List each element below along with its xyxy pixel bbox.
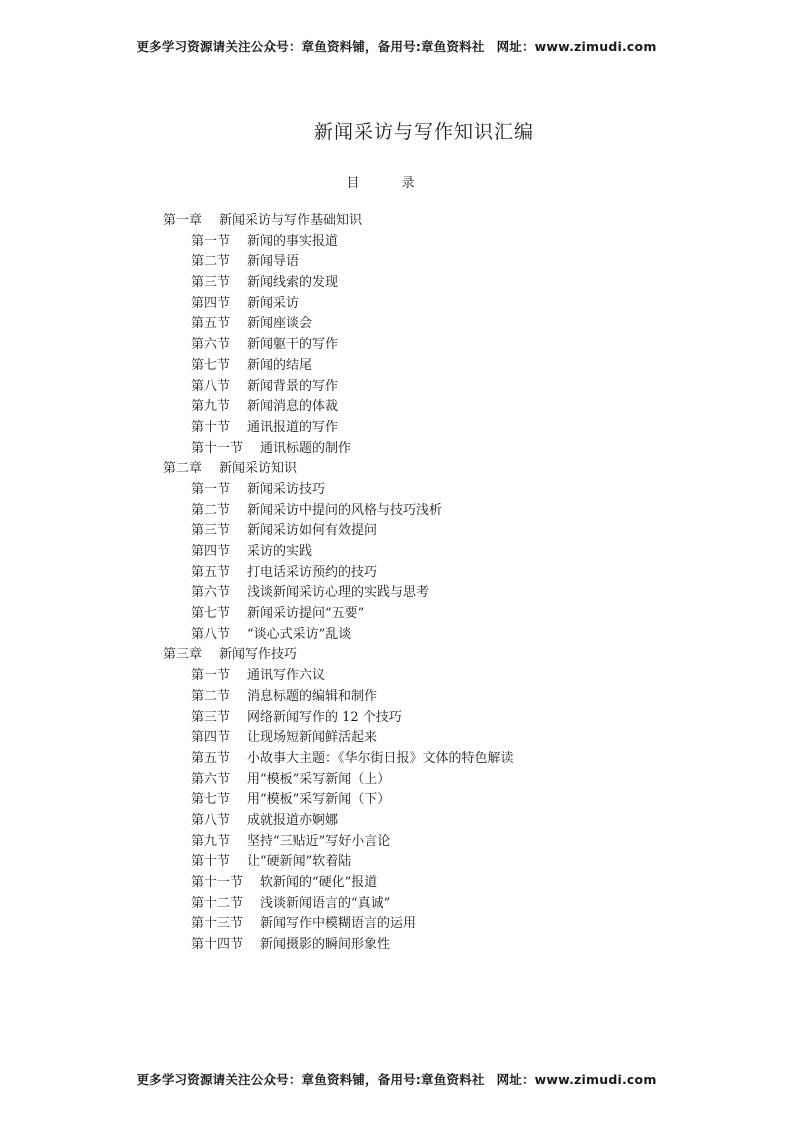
toc-section-title: 新闻躯干的写作 (247, 337, 339, 353)
toc-section-number: 第五节 (191, 750, 231, 766)
toc-section-title: 让“硬新闻”软着陆 (247, 854, 352, 870)
footer-banner-text: 更多学习资源请关注公众号：章鱼资料铺，备用号:章鱼资料社 (136, 1072, 485, 1087)
toc-section-row (163, 232, 514, 253)
toc-section-row (163, 749, 514, 770)
toc-section-number: 第九节 (191, 833, 231, 849)
toc-chapter-number: 第二章 (163, 461, 203, 477)
toc-section-title: 消息标题的编辑和制作 (247, 688, 378, 704)
toc-chapter-title: 新闻采访与写作基础知识 (219, 213, 363, 228)
toc-section-title: 用“模板”采写新闻（上） (247, 771, 391, 787)
toc-section-title: 新闻摄影的瞬间形象性 (260, 937, 391, 953)
toc-chapter-number: 第一章 (163, 213, 203, 228)
toc-section-title: 新闻的结尾 (247, 357, 313, 373)
toc-section-row (163, 666, 514, 687)
toc-section-number: 第八节 (191, 812, 231, 828)
toc-section-row (163, 521, 514, 542)
toc-section-row (163, 273, 514, 294)
toc-section-title: 用“模板”采写新闻（下） (247, 792, 391, 808)
toc-section-number: 第一节 (191, 481, 231, 497)
header-banner-url: 网址：www.zimudi.com (496, 39, 657, 54)
toc-section-row (163, 397, 514, 418)
toc-section-row (163, 377, 514, 398)
toc-section-row (163, 852, 514, 873)
toc-section-number: 第四节 (191, 295, 231, 311)
toc-section-title: 新闻座谈会 (247, 316, 313, 332)
toc-section-number: 第八节 (191, 626, 231, 642)
toc-section-title: 网络新闻写作的 12 个技巧 (247, 709, 402, 725)
toc-section-title: 新闻写作中模糊语言的运用 (260, 916, 417, 932)
toc-section-number: 第七节 (191, 606, 231, 622)
toc-section-number: 第五节 (191, 316, 231, 332)
toc-section-title: 浅谈新闻采访心理的实践与思考 (247, 585, 430, 601)
toc-section-row (163, 480, 514, 501)
toc-section-row (163, 873, 514, 894)
toc-section-number: 第一节 (191, 233, 231, 249)
toc-section-title: 新闻采访中提问的风格与技巧浅析 (247, 502, 443, 518)
toc-section-number: 第一节 (191, 668, 231, 684)
toc-section-number: 第三节 (191, 709, 231, 725)
toc-section-row (163, 790, 514, 811)
toc-section-row (163, 583, 514, 604)
toc-section-title: 通讯写作六议 (247, 668, 326, 684)
toc-section-title: 新闻采访 (247, 295, 300, 311)
toc-section-number: 第十三节 (191, 916, 244, 932)
toc-section-number: 第四节 (191, 544, 231, 559)
toc-section-title: 新闻线索的发现 (247, 275, 339, 291)
toc-section-row (163, 356, 514, 377)
toc-section-number: 第七节 (191, 357, 231, 373)
toc-section-row (163, 914, 514, 935)
toc-chapter-title: 新闻采访知识 (219, 461, 298, 477)
toc-section-row (163, 314, 514, 335)
toc-section-row (163, 770, 514, 791)
toc-section-number: 第三节 (191, 523, 231, 539)
toc-section-row (163, 294, 514, 315)
toc-section-number: 第六节 (191, 585, 231, 601)
toc-section-row (163, 625, 514, 646)
toc-section-row (163, 563, 514, 584)
toc-section-title: 浅谈新闻语言的“真诚” (260, 895, 391, 911)
toc-section-number: 第十二节 (191, 895, 244, 911)
toc-heading: 目录 (346, 176, 457, 191)
document-title: 新闻采访与写作知识汇编 (313, 121, 534, 143)
toc-chapter-row (163, 459, 514, 480)
toc-section-row (163, 501, 514, 522)
toc-section-title: 让现场短新闻鲜活起来 (247, 730, 378, 746)
table-of-contents (163, 211, 514, 956)
toc-section-number: 第八节 (191, 378, 231, 394)
header-banner-text: 更多学习资源请关注公众号：章鱼资料铺，备用号:章鱼资料社 (136, 39, 485, 54)
toc-section-title: 打电话采访预约的技巧 (247, 564, 378, 580)
toc-section-row (163, 811, 514, 832)
toc-section-row (163, 252, 514, 273)
toc-section-number: 第十节 (191, 854, 231, 870)
toc-chapter-row (163, 211, 514, 232)
toc-chapter-title: 新闻写作技巧 (219, 647, 298, 663)
toc-section-number: 第九节 (191, 399, 231, 415)
header-banner (0, 37, 793, 55)
toc-section-title: 小故事大主题：《华尔街日报》文体的特色解读 (247, 750, 514, 766)
toc-section-title: “谈心式采访”乱谈 (247, 626, 352, 642)
toc-section-number: 第十一节 (191, 440, 244, 456)
toc-section-title: 软新闻的“硬化”报道 (260, 875, 378, 890)
toc-section-number: 第二节 (191, 502, 231, 518)
toc-section-row (163, 604, 514, 625)
toc-section-title: 成就报道亦婀娜 (247, 812, 339, 828)
footer-banner (0, 1070, 793, 1088)
toc-section-row (163, 728, 514, 749)
toc-section-title: 新闻导语 (247, 254, 300, 270)
toc-section-title: 通讯报道的写作 (247, 419, 339, 435)
toc-section-number: 第六节 (191, 771, 231, 787)
footer-banner-url: 网址：www.zimudi.com (496, 1072, 657, 1087)
toc-section-number: 第十节 (191, 419, 231, 435)
toc-section-title: 坚持“三贴近”写好小言论 (247, 833, 391, 849)
toc-section-number: 第十四节 (191, 937, 244, 953)
toc-section-number: 第五节 (191, 564, 231, 580)
toc-chapter-number: 第三章 (163, 647, 203, 663)
toc-section-row (163, 418, 514, 439)
toc-section-title: 新闻采访如何有效提问 (247, 523, 378, 539)
toc-section-row (163, 935, 514, 956)
toc-section-number: 第七节 (191, 792, 231, 808)
toc-section-title: 新闻采访提问“五要” (247, 606, 365, 622)
toc-section-title: 新闻采访技巧 (247, 481, 326, 497)
toc-section-title: 采访的实践 (247, 544, 313, 559)
toc-section-title: 新闻的事实报道 (247, 233, 339, 249)
toc-section-row (163, 708, 514, 729)
toc-chapter-row (163, 645, 514, 666)
toc-section-number: 第四节 (191, 730, 231, 746)
toc-section-title: 通讯标题的制作 (260, 440, 352, 456)
toc-section-number: 第十一节 (191, 875, 244, 890)
toc-section-row (163, 894, 514, 915)
toc-section-title: 新闻背景的写作 (247, 378, 339, 394)
toc-section-number: 第三节 (191, 275, 231, 291)
toc-section-title: 新闻消息的体裁 (247, 399, 339, 415)
toc-section-number: 第二节 (191, 688, 231, 704)
toc-section-number: 第六节 (191, 337, 231, 353)
toc-section-row (163, 542, 514, 563)
toc-section-row (163, 335, 514, 356)
toc-section-row (163, 832, 514, 853)
toc-section-number: 第二节 (191, 254, 231, 270)
toc-section-row (163, 439, 514, 460)
toc-section-row (163, 687, 514, 708)
